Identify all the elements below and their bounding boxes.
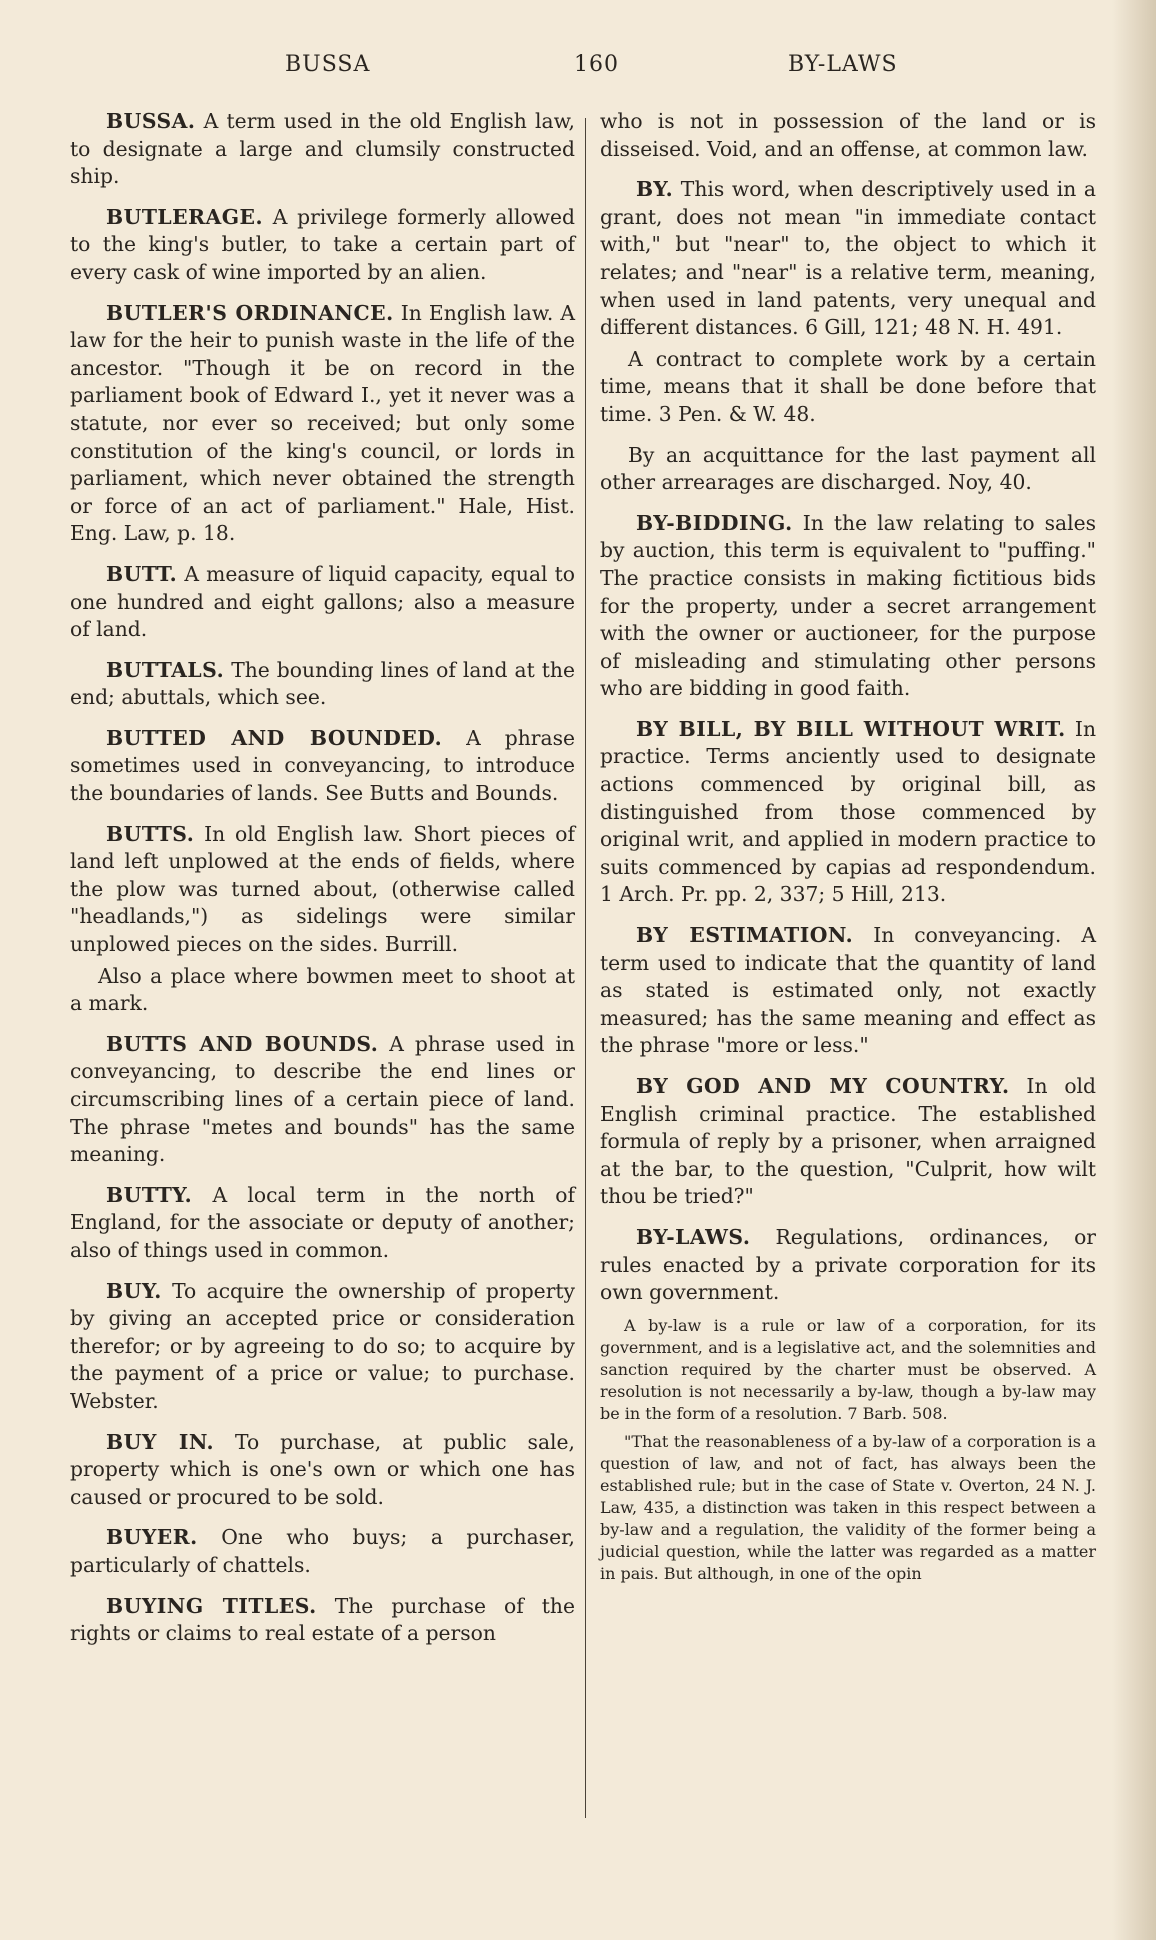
entry-text: A privilege formerly allowed to the king's butler, to take a certain part of every cask of wine imported by an alien. — [70, 204, 575, 284]
dictionary-entry — [70, 1278, 575, 1416]
dictionary-entry — [600, 1224, 1096, 1307]
entry-text: In practice. Terms anciently used to designate actions commenced by original bill, as distinguished from those commenced by original writ, and applied in modern practice to suits commenced by capias ad respondendum. 1 Arch. Pr. pp. 2, 337; 5 Hill, 213. — [600, 716, 1096, 907]
dictionary-entry — [70, 561, 575, 644]
entry-text: A phrase sometimes used in conveyancing, to introduce the boundaries of lands. See Butts and Bounds. — [70, 725, 575, 806]
dictionary-entry — [600, 716, 1096, 909]
entry-continuation — [70, 963, 575, 1018]
dictionary-entry — [70, 1429, 575, 1512]
page-number: 160 — [574, 52, 619, 77]
entry-text: The bounding lines of land at the end; abuttals, which see. — [70, 657, 575, 710]
dictionary-entry — [600, 922, 1096, 1060]
entry-text: Also a place where bowmen meet to shoot at a mark. — [70, 963, 575, 1016]
entry-text: To acquire the ownership of property by giving an accepted price or consideration therefor; or by agreeing to do so; to acquire by the payment of a price or value; to purchase. Webster. — [70, 1278, 575, 1413]
entry-text: A measure of liquid capacity, equal to one hundred and eight gallons; also a measure of land. — [70, 561, 575, 642]
entry-text: The purchase of the rights or claims to real estate of a person — [70, 1593, 575, 1646]
dictionary-entry — [70, 1031, 575, 1169]
entry-headword: BUTT. — [106, 561, 178, 586]
entry-headword: BUYER. — [106, 1525, 198, 1550]
entry-text: A contract to complete work by a certain time, means that it shall be done before that time. 3 Pen. & W. 48. — [600, 346, 1096, 426]
dictionary-entry — [70, 821, 575, 959]
entry-headword: BUTTED AND BOUNDED. — [106, 725, 443, 750]
dictionary-entry — [70, 1593, 575, 1648]
header-right-guideword: BY-LAWS — [788, 52, 898, 77]
dictionary-entry — [70, 108, 575, 191]
dictionary-entry — [70, 725, 575, 808]
dictionary-entry — [70, 657, 575, 712]
note-text: "That the reasonableness of a by-law of a corporation is a question of law, and not of fact, has always been the established rule; but in the case of State v. Overton, 24 N. J. Law, 435, a distinction was taken in this respect between a by-law and a regulation, the validity of the former being a judicial question, while the latter was regarded as a matter in pais. But although, in one of the opin — [600, 1431, 1096, 1583]
entry-note — [600, 1315, 1096, 1425]
entry-text: In old English law. Short pieces of land left unplowed at the ends of fields, where the plow was turned about, (otherwise called "headlands,") as sidelings were similar unplowed pieces on the sides. Burrill. — [70, 821, 575, 957]
entry-headword: BUY IN. — [106, 1429, 215, 1454]
entry-headword: BY. — [636, 177, 674, 202]
column-divider — [585, 118, 586, 1818]
entry-text: In the law relating to sales by auction, this term is equivalent to "puffing." The practice consists in making fictitious bids for the property, under a secret arrangement with the owner or auctioneer, for the purpose of misleading and stimulating other persons who are bidding in good faith. — [600, 510, 1096, 701]
note-text: A by-law is a rule or law of a corporation, for its government, and is a legislative act, and the solemnities and sanction required by the charter must be observed. A resolution is not necessarily a by-law, though a by-law may be in the form of a resolution. 7 Barb. 508. — [600, 1315, 1096, 1423]
entry-text: One who buys; a purchaser, particularly of chattels. — [70, 1525, 575, 1577]
entry-note — [600, 1431, 1096, 1585]
entry-text: By an acquittance for the last payment all other arrearages are discharged. Noy, 40. — [600, 442, 1096, 495]
entry-headword: BUTLER'S ORDINANCE. — [106, 300, 394, 325]
entry-headword: BUTLERAGE. — [106, 204, 264, 229]
entry-headword: BUTTS. — [106, 821, 195, 846]
left-column — [70, 108, 575, 1661]
entry-headword: BUTTY. — [106, 1182, 193, 1207]
entry-text: This word, when descriptively used in a grant, does not mean "in immediate contact with," but "near" to, the object to which it relates; and "near" is a relative term, meaning, when used in land patents, very unequal and different distances. 6 Gill, 121; 48 N. H. 491. — [600, 177, 1096, 340]
entry-headword: BY BILL, BY BILL WITHOUT WRIT. — [636, 716, 1066, 741]
dictionary-entry — [70, 1182, 575, 1265]
entry-headword: BUTTALS. — [106, 657, 225, 682]
entry-text: A phrase used in conveyancing, to describe the end lines or circumscribing lines of a certain piece of land. The phrase "metes and bounds" has the same meaning. — [70, 1031, 575, 1167]
entry-text: Regulations, ordinances, or rules enacted by a private corporation for its own government. — [600, 1224, 1096, 1305]
entry-continuation — [600, 108, 1096, 163]
header-left-guideword: BUSSA — [285, 52, 371, 77]
entry-headword: BY GOD AND MY COUNTRY. — [636, 1074, 1010, 1098]
right-column — [600, 108, 1096, 1591]
entry-text: In conveyancing. A term used to indicate that the quantity of land as stated is estimated only, not exactly measured; has the same meaning and effect as the phrase "more or less." — [600, 923, 1096, 1058]
running-header — [0, 52, 1156, 92]
entry-text: A local term in the north of England, for the associate or deputy of another; also of things used in common. — [70, 1182, 575, 1262]
entry-headword: BUYING TITLES. — [106, 1593, 317, 1618]
entry-headword: BY-BIDDING. — [636, 510, 793, 535]
entry-continuation — [600, 346, 1096, 429]
dictionary-entry — [70, 300, 575, 548]
entry-continuation — [600, 442, 1096, 497]
dictionary-entry — [600, 1073, 1096, 1211]
dictionary-entry — [600, 510, 1096, 703]
entry-text: A term used in the old English law, to designate a large and clumsily constructed ship. — [70, 109, 575, 189]
entry-text: who is not in possession of the land or is disseised. Void, and an offense, at common law. — [600, 109, 1096, 161]
dictionary-entry — [70, 1524, 575, 1579]
dictionary-entry — [600, 176, 1096, 342]
page-edge-shadow — [1112, 0, 1156, 1940]
dictionary-entry — [70, 204, 575, 287]
entry-headword: BY-LAWS. — [636, 1224, 751, 1249]
entry-text: To purchase, at public sale, property which is one's own or which one has caused or procured to be sold. — [70, 1429, 575, 1509]
entry-headword: BUSSA. — [106, 109, 196, 133]
entry-text: In English law. A law for the heir to punish waste in the life of the ancestor. "Though it be on record in the parliament book of Edward I., yet it never was a statute, nor ever so received; but only some constitution of the king's council, or lords in parliament, which never obtained the strength or force of an act of parliament." Hale, Hist. Eng. Law, p. 18. — [70, 300, 576, 546]
entry-text: In old English criminal practice. The established formula of reply by a prisoner, when arraigned at the bar, to the question, "Culprit, how wilt thou be tried?" — [600, 1074, 1097, 1209]
entry-headword: BY ESTIMATION. — [636, 923, 854, 948]
entry-headword: BUY. — [106, 1278, 162, 1303]
entry-headword: BUTTS AND BOUNDS. — [106, 1031, 379, 1056]
